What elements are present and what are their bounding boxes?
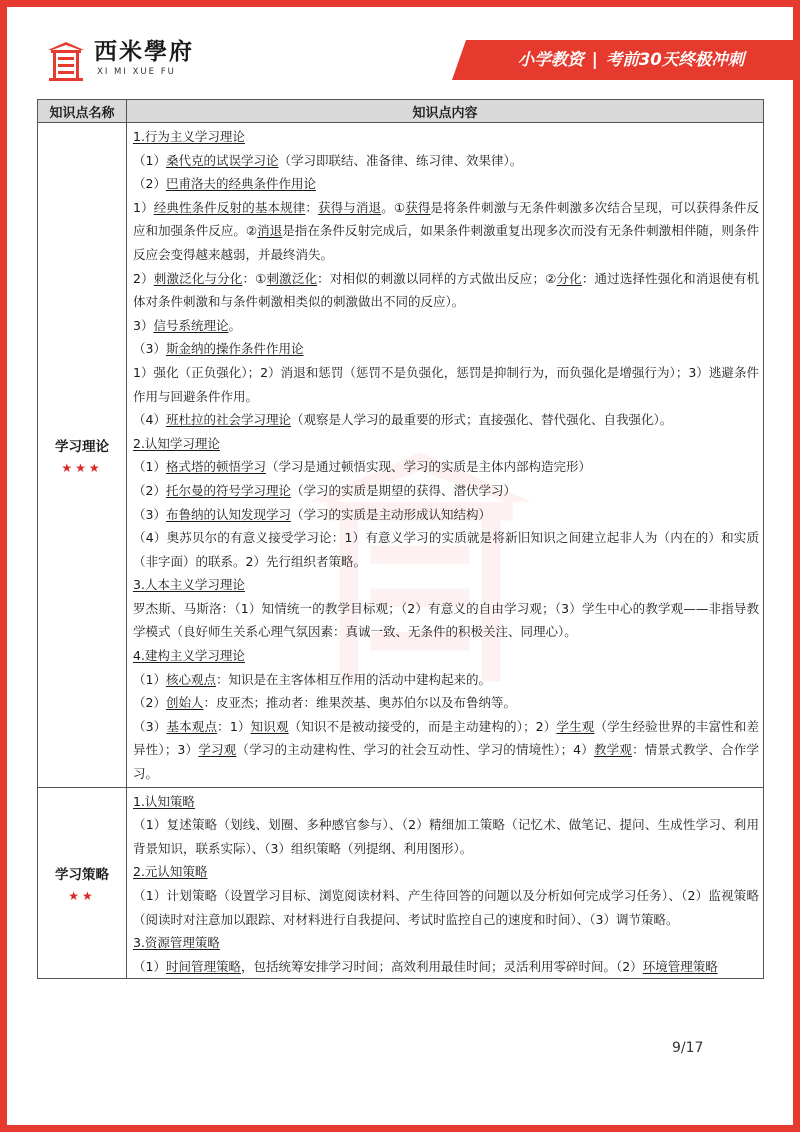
content-line: （3）布鲁纳的认知发现学习（学习的实质是主动形成认知结构） <box>133 506 491 522</box>
content-line: （1）复述策略（划线、划圈、多种感官参与）、（2）精细加工策略（记忆术、做笔记、提问、生成性学习、利用背景知识，联系实际）、（3）组织策略（列提纲、利用图形）。 <box>133 817 759 856</box>
content-line: （2）托尔曼的符号学习理论（学习的实质是期望的获得、潜伏学习） <box>133 482 516 498</box>
page-number: 9/17 <box>672 1040 704 1056</box>
content-line: 1.行为主义学习理论 <box>133 129 245 144</box>
content-line: 2.元认知策略 <box>133 864 208 880</box>
knowledge-table <box>37 99 764 979</box>
row-content <box>127 787 764 979</box>
table-header-row <box>38 100 764 123</box>
content-line: （3）斯金纳的操作条件作用论 <box>133 341 304 357</box>
content-line: 2）刺激泛化与分化：①刺激泛化：对相似的刺激以同样的方式做出反应；②分化：通过选择性强化和消退使有机体对条件刺激和与条件刺激相类似的刺激做出不同的反应）。 <box>133 270 759 310</box>
banner-left: 小学教资 <box>517 50 584 69</box>
banner-separator: | <box>591 50 598 69</box>
banner-right: 考前30天终极冲刺 <box>605 50 745 69</box>
content-line: 3.资源管理策略 <box>133 935 220 951</box>
row-content <box>127 123 764 788</box>
header-name: 知识点名称 <box>38 100 127 123</box>
row-name: 学习理论 <box>55 438 109 455</box>
table-row <box>38 123 764 788</box>
banner-text <box>478 40 784 80</box>
importance-stars: ★★ <box>68 889 96 903</box>
brand <box>94 38 194 77</box>
row-name-cell <box>38 123 127 788</box>
content-line: （4）奥苏贝尔的有意义接受学习论：1）有意义学习的实质就是将新旧知识之间建立起非人为（内在的）和实质（非字面）的联系。2）先行组织者策略。 <box>133 530 759 569</box>
content-line: （1）桑代克的试误学习论（学习即联结、准备律、练习律、效果律）。 <box>133 152 523 168</box>
content-line: 罗杰斯、马斯洛：（1）知情统一的教学目标观；（2）有意义的自由学习观；（3）学生中心的教学观——非指导教学模式（良好师生关系心理气氛因素：真诚一致、无条件的积极关注、同理心）。 <box>133 600 759 640</box>
table-row <box>38 787 764 979</box>
content-line: （2）创始人：皮亚杰；推动者：维果茨基、奥苏伯尔以及布鲁纳等。 <box>133 695 516 711</box>
content-line: 4.建构主义学习理论 <box>133 648 245 664</box>
content-line: （1）时间管理策略，包括统筹安排学习时间；高效利用最佳时间；灵活利用零碎时间。（2）环境管理策略 <box>133 958 718 974</box>
content-line: （1）计划策略（设置学习目标、浏览阅读材料、产生待回答的问题以及分析如何完成学习任务）、（2）监视策略（阅读时对注意加以跟踪、对材料进行自我提问、考试时监控自己的速度和时间）、（3）调节策略。 <box>133 888 759 927</box>
content-line: 1）经典性条件反射的基本规律：获得与消退。①获得是将条件刺激与无条件刺激多次结合呈现，可以获得条件反应和加强条件反应。②消退是指在条件反射完成后，如果条件刺激重复出现多次而没有无条件刺激相伴随，则条件反应会变得越来越弱，并最终消失。 <box>133 199 759 262</box>
logo-icon <box>46 40 86 82</box>
row-name-cell <box>38 787 127 979</box>
content-line: 3.人本主义学习理论 <box>133 577 245 593</box>
content-line: （4）班杜拉的社会学习理论（观察是人学习的最重要的形式；直接强化、替代强化、自我强化）。 <box>133 412 673 428</box>
content-line: （1）格式塔的顿悟学习（学习是通过顿悟实现、学习的实质是主体内部构造完形） <box>133 459 591 475</box>
content-line: 2.认知学习理论 <box>133 435 220 451</box>
content-line: 1.认知策略 <box>133 793 195 809</box>
row-name: 学习策略 <box>55 867 109 883</box>
content-line: （1）核心观点：知识是在主客体相互作用的活动中建构起来的。 <box>133 671 491 687</box>
content-line: 3）信号系统理论。 <box>133 317 241 333</box>
content-line: （3）基本观点：1）知识观（知识不是被动接受的，而是主动建构的）；2）学生观（学生经验世界的丰富性和差异性）；3）学习观（学习的主动建构性、学习的社会互动性、学习的情境性）；4）教学观：情景式教学、合作学习。 <box>133 718 759 782</box>
content-line: 1）强化（正负强化）；2）消退和惩罚（惩罚不是负强化，惩罚是抑制行为，而负强化是增强行为）；3）逃避条件作用与回避条件作用。 <box>133 364 759 404</box>
importance-stars: ★★★ <box>61 460 103 475</box>
brand-name-en: XI MI XUE FU <box>97 67 176 77</box>
header-content: 知识点内容 <box>127 100 764 123</box>
brand-name: 西米學府 <box>94 38 194 65</box>
content-line: （2）巴甫洛夫的经典条件作用论 <box>133 176 316 192</box>
